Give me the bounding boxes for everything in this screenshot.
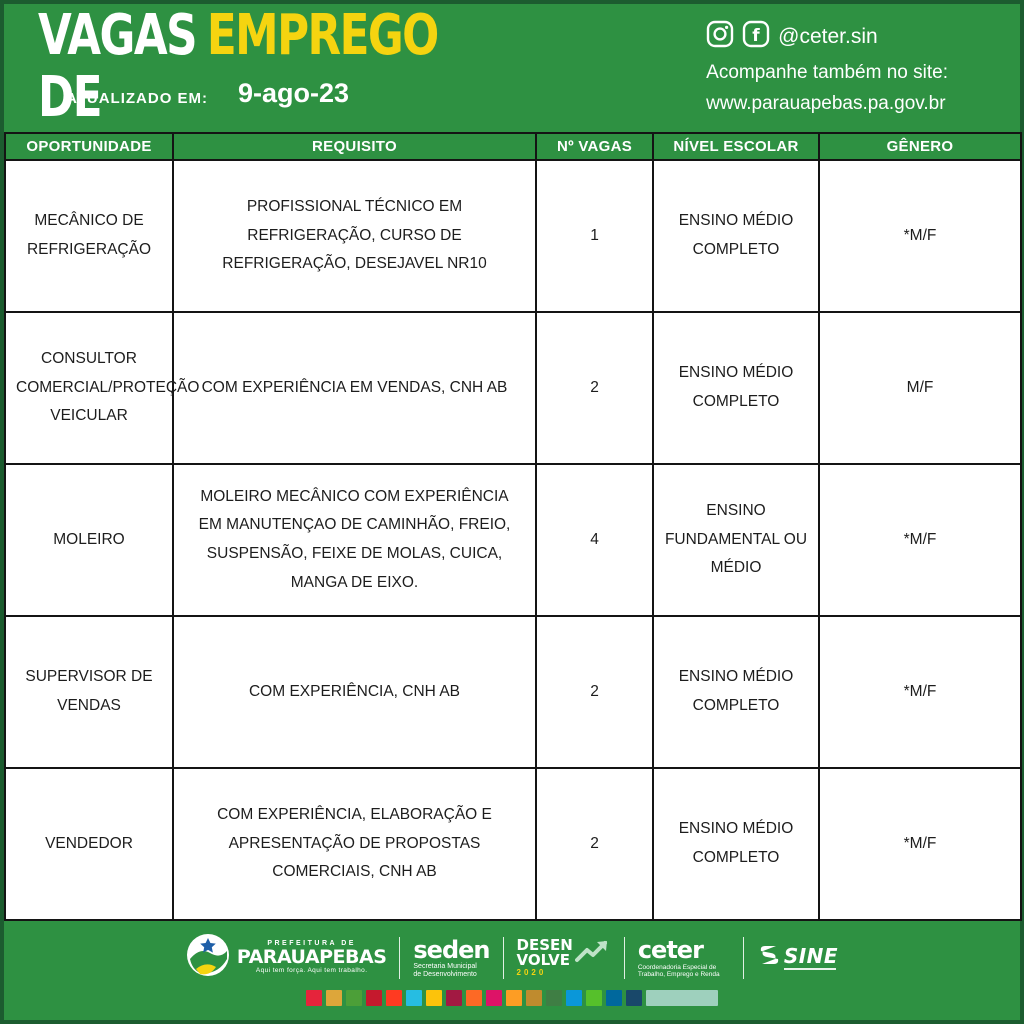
cell-nivel-escolar: ENSINO MÉDIO COMPLETO (653, 160, 819, 312)
vacancy-row (5, 768, 1021, 920)
parauapebas-crest-icon (186, 933, 230, 982)
col-header-nivel-escolar: NÍVEL ESCOLAR (653, 133, 819, 160)
sdg-goal-square (506, 990, 522, 1006)
sdg-goal-square (546, 990, 562, 1006)
col-header-vagas: Nº VAGAS (536, 133, 653, 160)
sdg-goal-square (606, 990, 622, 1006)
sdg-strip (306, 990, 718, 1006)
desenvolve-line1: DESEN (516, 936, 573, 955)
logo-divider (743, 937, 744, 979)
cell-genero: M/F (819, 312, 1021, 464)
title-vagas: VAGAS (38, 4, 196, 68)
cell-num-vagas: 2 (536, 616, 653, 768)
growth-arrow-icon (575, 938, 611, 969)
cell-nivel-escolar: ENSINO MÉDIO COMPLETO (653, 768, 819, 920)
sdg-goal-square (626, 990, 642, 1006)
footer-banner (4, 921, 1020, 1020)
sine-s-icon (757, 943, 781, 972)
cell-requisito: COM EXPERIÊNCIA EM VENDAS, CNH AB (173, 312, 536, 464)
cell-genero: *M/F (819, 768, 1021, 920)
title-de: DE (38, 65, 101, 130)
seden-subtitle-2: de Desenvolvimento (413, 970, 477, 978)
social-row (706, 20, 878, 53)
sdg-goal-square (306, 990, 322, 1006)
seden-wordmark: seden (413, 935, 490, 964)
sine-subtitle-bar (784, 968, 836, 970)
cell-num-vagas: 2 (536, 312, 653, 464)
sdg-goal-square (386, 990, 402, 1006)
social-block (706, 20, 948, 115)
cell-requisito: COM EXPERIÊNCIA, CNH AB (173, 616, 536, 768)
sine-logo-block (757, 943, 838, 972)
cell-genero: *M/F (819, 160, 1021, 312)
ceter-subtitle: Coordenadoria Especial de Trabalho, Emprego e Renda (637, 963, 720, 978)
cell-oportunidade: VENDEDOR (5, 768, 173, 920)
sdg-logo-panel (646, 990, 718, 1006)
page-title (38, 4, 438, 68)
cell-num-vagas: 2 (536, 768, 653, 920)
vacancy-row (5, 160, 1021, 312)
svg-text:f: f (752, 26, 760, 46)
vacancies-tbody (5, 160, 1021, 920)
sdg-goal-square (406, 990, 422, 1006)
logo-divider (503, 937, 504, 979)
cell-oportunidade: MECÂNICO DE REFRIGERAÇÃO (5, 160, 173, 312)
sdg-goal-square (566, 990, 582, 1006)
cell-oportunidade: MOLEIRO (5, 464, 173, 616)
vacancy-row (5, 464, 1021, 616)
sdg-goal-square (426, 990, 442, 1006)
social-handle: @ceter.sin (778, 24, 878, 48)
vacancy-row (5, 312, 1021, 464)
col-header-genero: GÊNERO (819, 133, 1021, 160)
site-url: www.parauapebas.pa.gov.br (706, 93, 946, 114)
ceter-wordmark: ceter (637, 936, 703, 965)
vacancy-row (5, 616, 1021, 768)
site-callout: Acompanhe também no site: (706, 62, 948, 83)
cell-oportunidade: SUPERVISOR DE VENDAS (5, 616, 173, 768)
cell-oportunidade: CONSULTOR COMERCIAL/PROTEÇÃO VEICULAR (5, 312, 173, 464)
cell-requisito: PROFISSIONAL TÉCNICO EM REFRIGERAÇÃO, CURSO DE REFRIGERAÇÃO, DESEJAVEL NR10 (173, 160, 536, 312)
cell-requisito: COM EXPERIÊNCIA, ELABORAÇÃO E APRESENTAÇÃO DE PROPOSTAS COMERCIAIS, CNH AB (173, 768, 536, 920)
seden-subtitle-1: Secretaria Municipal (413, 963, 477, 970)
sdg-goal-square (366, 990, 382, 1006)
updated-date: 9-ago-23 (238, 78, 350, 108)
col-header-requisito: REQUISITO (173, 133, 536, 160)
footer-logos (186, 933, 838, 982)
parauapebas-wordmark: PARAUAPEBAS (236, 945, 387, 968)
desenvolve-year: 2020 (516, 967, 547, 977)
sdg-goal-square (466, 990, 482, 1006)
cell-nivel-escolar: ENSINO FUNDAMENTAL OU MÉDIO (653, 464, 819, 616)
prefeitura-tagline: Aqui tem força. Aqui tem trabalho. (255, 966, 368, 974)
facebook-icon (742, 20, 770, 53)
cell-nivel-escolar: ENSINO MÉDIO COMPLETO (653, 312, 819, 464)
cell-genero: *M/F (819, 464, 1021, 616)
sdg-goal-square (346, 990, 362, 1006)
ceter-logo-block (638, 937, 730, 978)
vacancies-table-wrap (4, 132, 1020, 921)
updated-at-label: ATUALIZADO EM: (66, 90, 209, 107)
sdg-goal-square (446, 990, 462, 1006)
prefeitura-de-label: PREFEITURA DE (267, 940, 356, 948)
vacancies-table (4, 132, 1022, 921)
cell-genero: *M/F (819, 616, 1021, 768)
table-header-row (5, 133, 1021, 160)
header-banner (4, 4, 1020, 132)
instagram-icon (706, 20, 734, 53)
desenvolve-line2: VOLVE (516, 950, 570, 969)
cell-requisito: MOLEIRO MECÂNICO COM EXPERIÊNCIA EM MANUTENÇAO DE CAMINHÃO, FREIO, SUSPENSÃO, FEIXE DE MOLAS, CUICA, MANGA DE EIXO. (173, 464, 536, 616)
seden-logo-block (413, 937, 489, 979)
sdg-goal-square (486, 990, 502, 1006)
cell-num-vagas: 4 (536, 464, 653, 616)
sine-wordmark: SINE (783, 943, 839, 968)
sdg-goal-square (326, 990, 342, 1006)
col-header-oportunidade: OPORTUNIDADE (5, 133, 173, 160)
sdg-goal-square (586, 990, 602, 1006)
cell-num-vagas: 1 (536, 160, 653, 312)
cell-nivel-escolar: ENSINO MÉDIO COMPLETO (653, 616, 819, 768)
logo-divider (399, 937, 400, 979)
logo-divider (624, 937, 625, 979)
sdg-goal-square (526, 990, 542, 1006)
desenvolve-logo-block (517, 938, 611, 976)
prefeitura-logo-block (186, 933, 386, 982)
title-emprego: EMPREGO (206, 4, 438, 68)
